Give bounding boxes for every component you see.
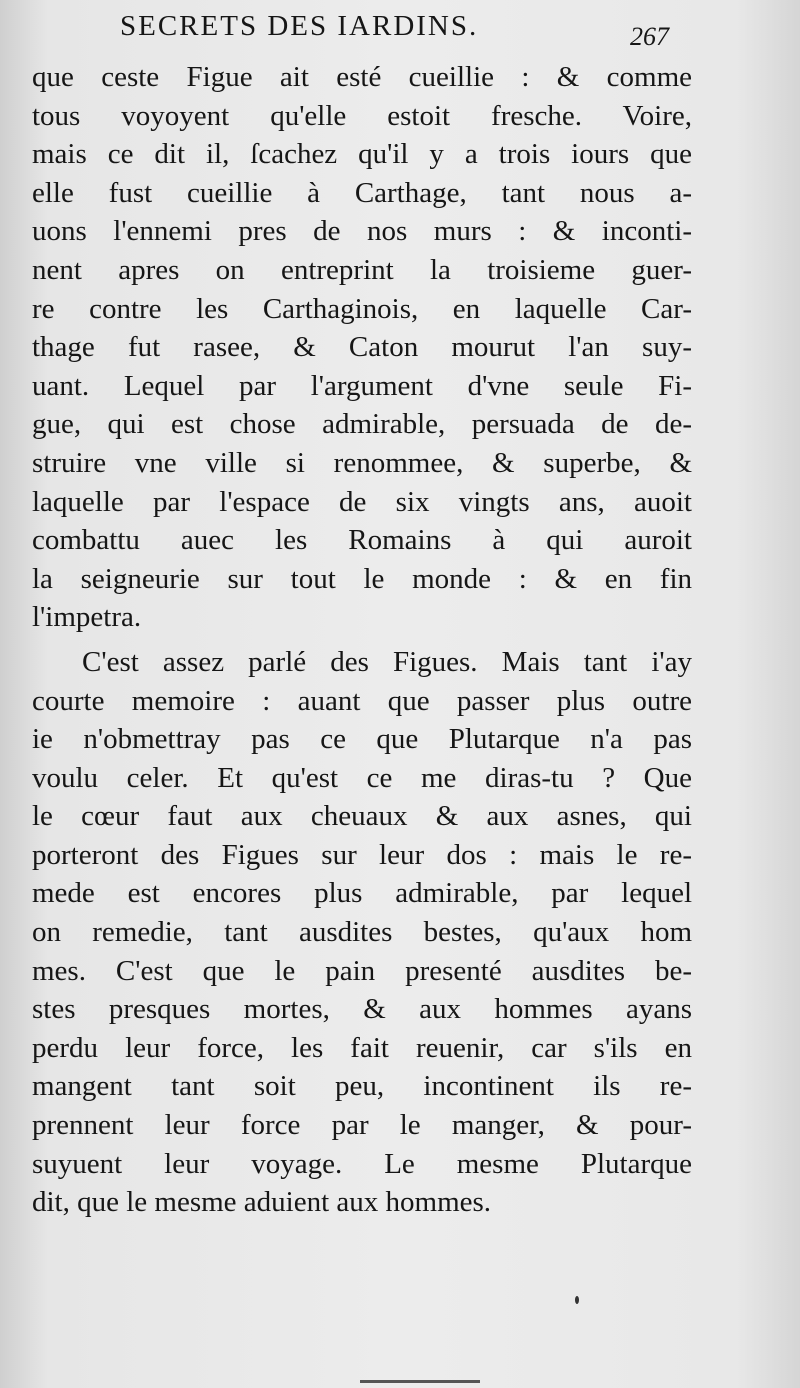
text-line: stes presques mortes, & aux hommes ayans [32, 993, 692, 1026]
text-line: re contre les Carthaginois, en laquelle Car- [32, 292, 692, 325]
text-line: suyuent leur voyage. Le mesme Plutarque [32, 1147, 692, 1180]
paragraph-1 [32, 58, 692, 637]
page-edge-mark [360, 1380, 480, 1383]
text-line: on remedie, tant ausdites bestes, qu'aux hom [32, 916, 692, 949]
text-line: que ceste Figue ait esté cueillie : & comme [32, 61, 692, 93]
text-line: uant. Lequel par l'argument d'vne seule Fi- [32, 369, 692, 402]
text-line: le cœur faut aux cheuaux & aux asnes, qui [32, 800, 692, 833]
text-line: mes. C'est que le pain presenté ausdites be- [32, 954, 692, 987]
paragraph-2 [32, 643, 692, 1222]
text-line: laquelle par l'espace de six vingts ans, auoit [32, 485, 692, 518]
text-line: mede est encores plus admirable, par lequel [32, 877, 692, 910]
text-line: prennent leur force par le manger, & pour- [32, 1109, 692, 1142]
text-line: tous voyoyent qu'elle estoit fresche. Voire, [32, 99, 692, 132]
text-line: dit, que le mesme aduient aux hommes. [32, 1186, 492, 1219]
text-line: mais ce dit il, ſcachez qu'il y a trois iours que [32, 138, 692, 171]
text-line: mangent tant soit peu, incontinent ils re- [32, 1070, 692, 1103]
page-number: 267 [630, 22, 669, 51]
text-line: voulu celer. Et qu'est ce me diras-tu ? Que [32, 761, 692, 794]
text-line: C'est assez parlé des Figues. Mais tant i'ay [82, 645, 692, 678]
text-line: la seigneurie sur tout le monde : & en fin [32, 562, 692, 595]
text-line: combattu auec les Romains à qui auroit [32, 524, 692, 557]
ink-speck [575, 1296, 579, 1304]
text-line: gue, qui est chose admirable, persuada de de- [32, 408, 692, 441]
text-line: struire vne ville si renommee, & superbe, & [32, 446, 692, 479]
text-line: ie n'obmettray pas ce que Plutarque n'a pas [32, 723, 692, 756]
body-text [32, 58, 692, 1222]
text-line: thage fut rasee, & Caton mourut l'an suy- [32, 331, 692, 364]
text-line: uons l'ennemi pres de nos murs : & inconti- [32, 215, 692, 248]
text-line: l'impetra. [32, 601, 142, 634]
text-line: porteront des Figues sur leur dos : mais le re- [32, 838, 692, 871]
text-line: perdu leur force, les fait reuenir, car s'ils en [32, 1031, 692, 1064]
text-line: nent apres on entreprint la troisieme guer- [32, 253, 692, 286]
text-line: elle fust cueillie à Carthage, tant nous a- [32, 176, 692, 209]
running-head: SECRETS DES IARDINS. [120, 10, 479, 42]
text-line: courte memoire : auant que passer plus outre [32, 684, 692, 717]
